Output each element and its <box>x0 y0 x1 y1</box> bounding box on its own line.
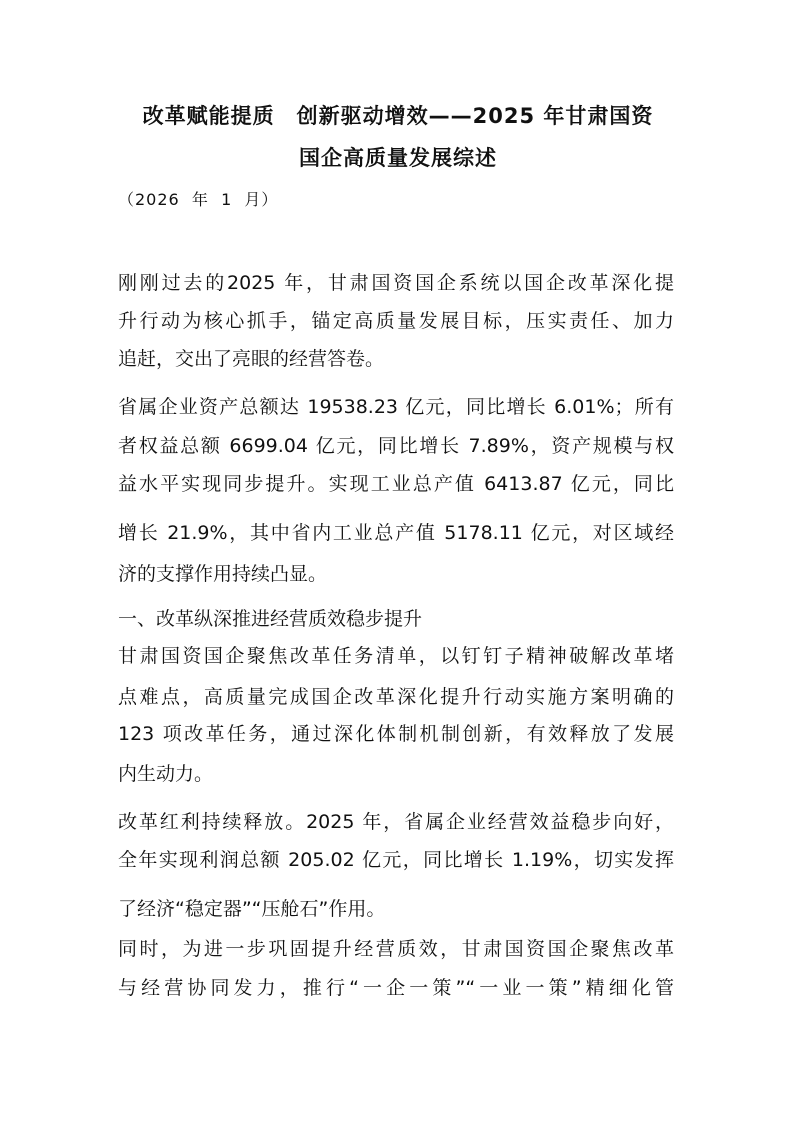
paragraph-line: 内生动力。 <box>118 763 214 785</box>
paragraph-line: 点难点，高质量完成国企改革深化提升行动实施方案明确的 <box>118 686 674 708</box>
paragraph-line: 增长 21.9%，其中省内工业总产值 5178.11 亿元，对区域经 <box>118 522 674 544</box>
paragraph-line: 全年实现利润总额 205.02 亿元，同比增长 1.19%，切实发挥 <box>118 849 674 871</box>
paragraph-line: 益水平实现同步提升。实现工业总产值 6413.87 亿元，同比 <box>118 473 674 495</box>
paragraph-line: 省属企业资产总额达 19538.23 亿元，同比增长 6.01%；所有 <box>118 396 674 418</box>
paragraph-line: 济的支撑作用持续凸显。 <box>118 563 328 585</box>
paragraph-line: 者权益总额 6699.04 亿元，同比增长 7.89%，资产规模与权 <box>118 435 674 457</box>
paragraph-line: 同时，为进一步巩固提升经营质效，甘肃国资国企聚焦改革 <box>118 938 674 960</box>
paragraph-line: 与经营协同发力，推行“一企一策”“一业一策”精细化管 <box>118 977 674 999</box>
document-date: （2026 年 1 月） <box>118 190 279 209</box>
paragraph-line: 123 项改革任务，通过深化体制机制创新，有效释放了发展 <box>118 723 674 745</box>
paragraph-line: 刚刚过去的2025 年，甘肃国资国企系统以国企改革深化提 <box>118 272 674 294</box>
document-title-line-2: 国企高质量发展综述 <box>299 146 497 170</box>
paragraph-line: 甘肃国资国企聚焦改革任务清单，以钉钉子精神破解改革堵 <box>118 645 674 667</box>
paragraph-line: 了经济“稳定器”“压舱石”作用。 <box>118 898 386 920</box>
paragraph-line: 升行动为核心抓手，锚定高质量发展目标，压实责任、加力 <box>118 310 674 332</box>
paragraph-line: 追赶，交出了亮眼的经营答卷。 <box>118 348 385 370</box>
document-title-line-1: 改革赋能提质 创新驱动增效——2025 年甘肃国资 <box>142 104 654 128</box>
section-heading: 一、改革纵深推进经营质效稳步提升 <box>118 608 423 630</box>
paragraph-line: 改革红利持续释放。2025 年，省属企业经营效益稳步向好， <box>118 811 674 833</box>
